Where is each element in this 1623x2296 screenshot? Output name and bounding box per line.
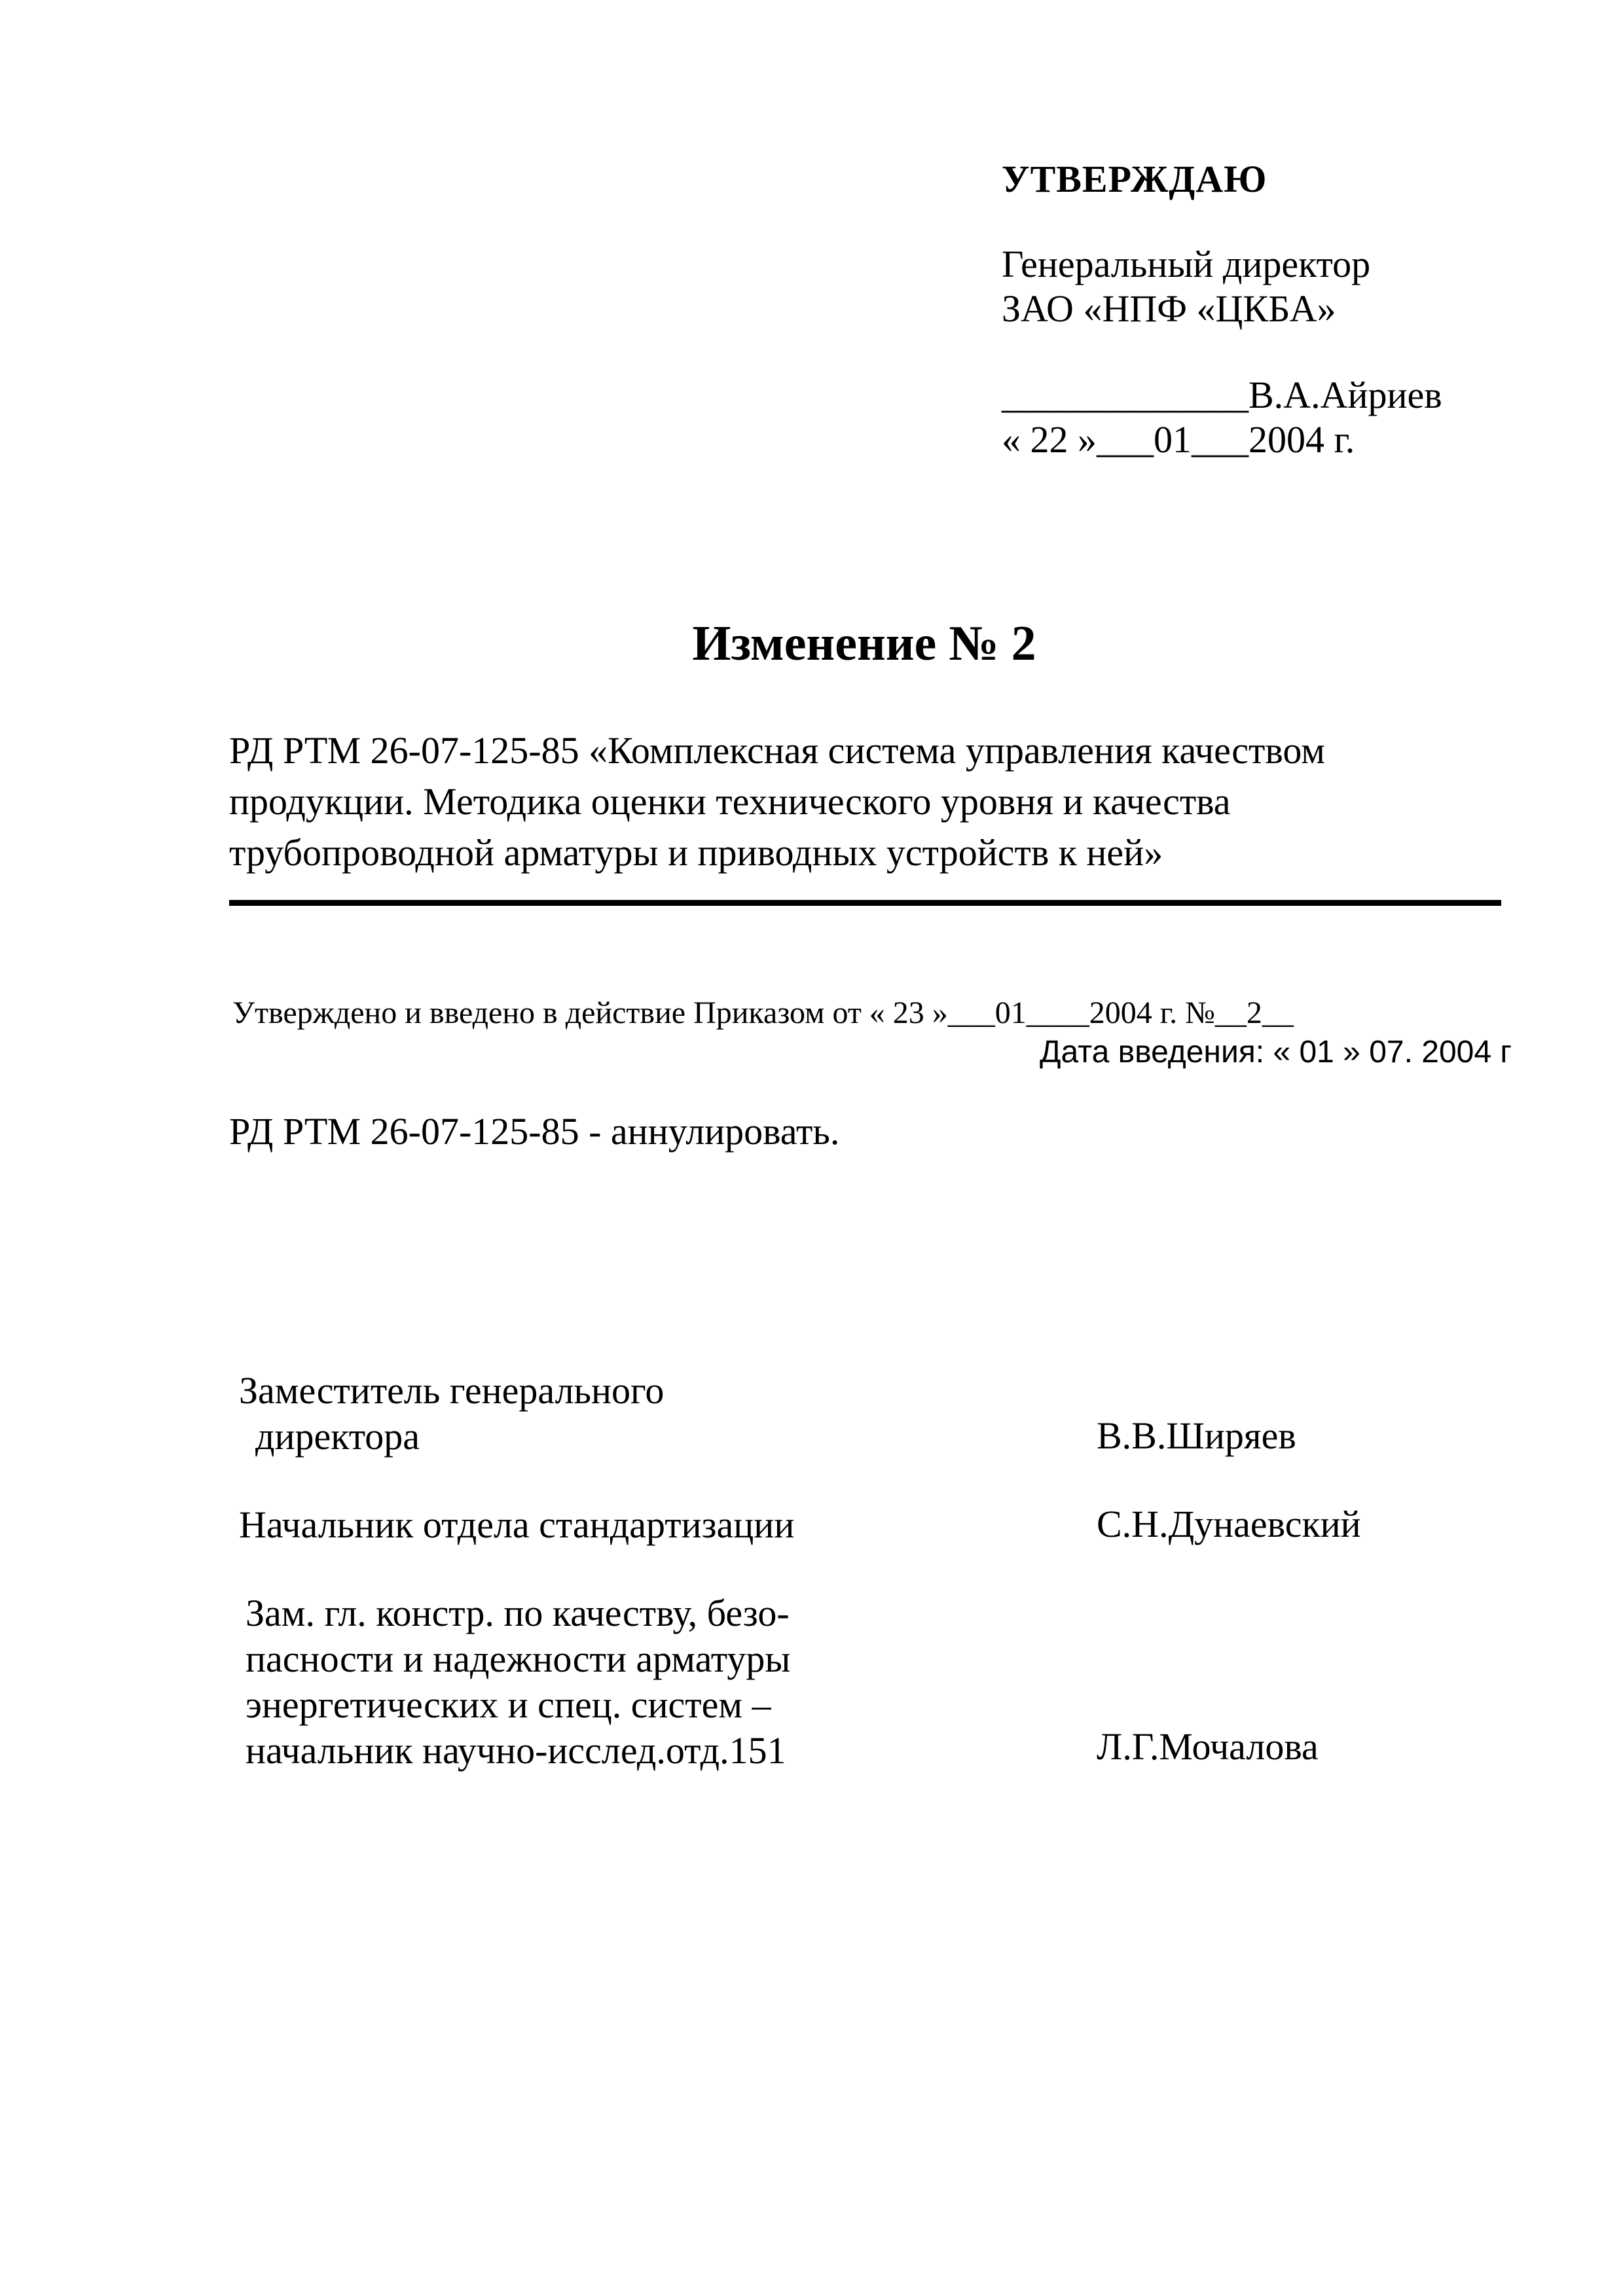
role-line: Заместитель генерального [239, 1369, 665, 1412]
signatory-role [239, 1502, 794, 1548]
role-line: начальник научно-исслед.отд.151 [246, 1729, 786, 1772]
description-line: продукции. Методика оценки технического уровня и качества [229, 780, 1231, 823]
description-line: трубопроводной арматуры и приводных устройств к ней» [229, 831, 1163, 874]
approval-heading: УТВЕРЖДАЮ [1002, 158, 1267, 200]
approved-order-text: Утверждено и введено в действие Приказом от « 23 »___01____2004 г. №__2__ [232, 996, 1294, 1030]
signatory-role [239, 1368, 664, 1460]
horizontal-divider [229, 900, 1501, 906]
annulment-text: РД РТМ 26-07-125-85 - аннулировать. [229, 1110, 840, 1153]
approver-organization: ЗАО «НПФ «ЦКБА» [1002, 287, 1336, 330]
role-line: Начальник отдела стандартизации [239, 1503, 795, 1546]
document-description [229, 725, 1325, 878]
role-line: Зам. гл. констр. по качеству, безо- [246, 1592, 790, 1634]
signatory-role [246, 1590, 790, 1774]
role-line: энергетических и спец. систем – [246, 1683, 771, 1726]
role-line: директора [255, 1415, 420, 1458]
approver-position: Генеральный директор [1002, 243, 1371, 285]
signatory-name: В.В.Ширяев [1097, 1414, 1296, 1457]
introduction-date: Дата введения: « 01 » 07. 2004 г [1040, 1035, 1512, 1069]
approver-signature-line: _____________В.А.Айриев [1002, 374, 1442, 416]
description-line: РД РТМ 26-07-125-85 «Комплексная система управления качеством [229, 729, 1325, 772]
signatory-name: Л.Г.Мочалова [1097, 1725, 1319, 1768]
approval-date: « 22 »___01___2004 г. [1002, 418, 1355, 461]
role-line: пасности и надежности арматуры [246, 1638, 791, 1680]
document-title: Изменение № 2 [692, 616, 1036, 671]
signatory-name: С.Н.Дунаевский [1097, 1503, 1361, 1545]
